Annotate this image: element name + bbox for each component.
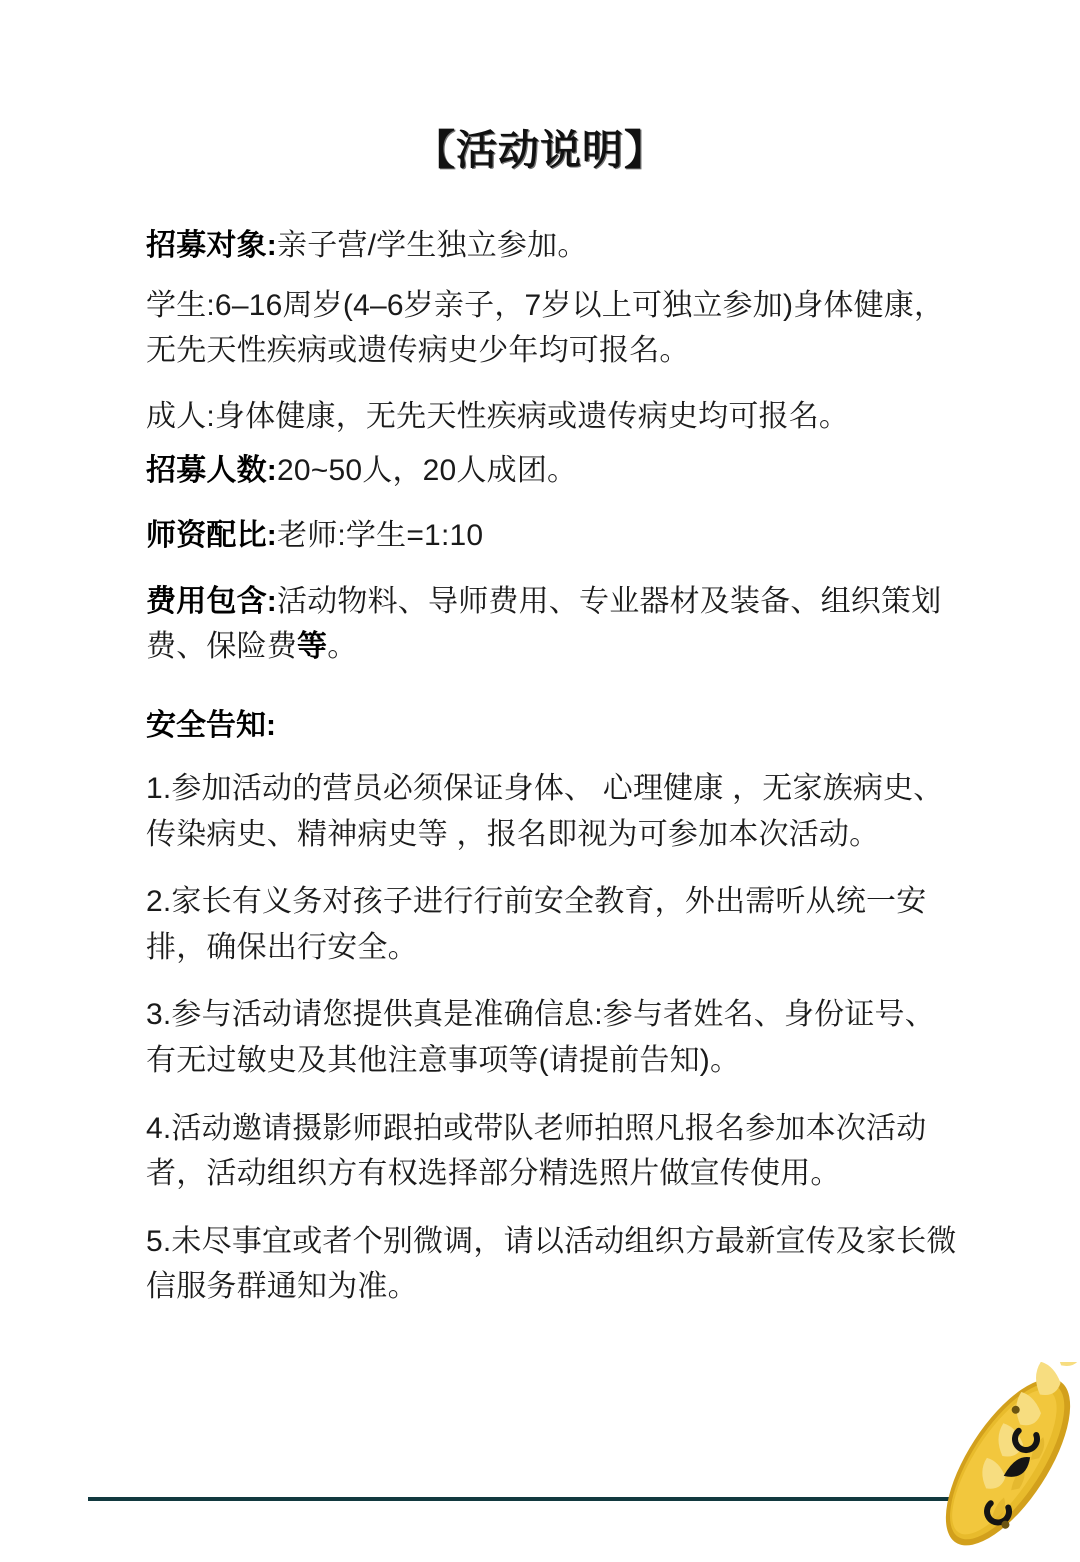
value-teacher-ratio: 老师:学生=1:10 — [277, 519, 484, 553]
paragraph-teacher-ratio — [146, 513, 960, 559]
label-recruit-count: 招募人数: — [146, 453, 277, 487]
value-fee-includes: 活动物料、导师费用、专业器材及装备、组织策划费、保险费 — [146, 584, 942, 664]
label-recruit-target: 招募对象: — [146, 229, 277, 263]
label-fee-includes: 费用包含: — [146, 584, 277, 618]
safety-item-4: 4.活动邀请摄影师跟拍或带队老师拍照凡报名参加本次活动者，活动组织方有权选择部分精选照片做宣传使用。 — [146, 1111, 927, 1191]
bread-mascot-icon — [928, 1362, 1080, 1562]
paragraph-recruit-target — [146, 223, 960, 269]
safety-item-5: 5.未尽事宜或者个别微调，请以活动组织方最新宣传及家长微信服务群通知为准。 — [146, 1224, 957, 1304]
value-recruit-count: 20~50人，20人成团。 — [277, 453, 578, 487]
paragraph-adult-requirement: 成人:身体健康，无先天性疾病或遗传病史均可报名。 — [146, 399, 850, 433]
paragraph-fee-includes — [146, 579, 960, 670]
value-fee-includes-etc: 等 — [297, 630, 328, 664]
safety-item-2: 2.家长有义务对孩子进行行前安全教育，外出需听从统一安排，确保出行安全。 — [146, 885, 927, 964]
paragraph-student-requirement: 学生:6–16周岁(4–6岁亲子，7岁以上可独立参加)身体健康，无先天性疾病或遗传病史少年均可报名。 — [146, 288, 945, 368]
page-title: 【活动说明】 — [414, 127, 666, 173]
safety-item-3: 3.参与活动请您提供真是准确信息:参与者姓名、身份证号、有无过敏史及其他注意事项等(请提前告知)。 — [146, 998, 935, 1077]
paragraph-recruit-count — [146, 448, 960, 494]
page-title-container — [0, 0, 1080, 175]
value-recruit-target: 亲子营/学生独立参加。 — [277, 229, 588, 263]
document-body — [0, 223, 1080, 1310]
safety-item-1: 1.参加活动的营员必须保证身体、 心理健康 ，无家族病史、传染病史、精神病史等 ，报名即视为可参加本次活动。 — [146, 771, 944, 851]
heading-safety-notice: 安全告知: — [146, 708, 276, 742]
bottom-divider — [88, 1497, 960, 1501]
value-fee-includes-period: 。 — [327, 630, 358, 664]
label-teacher-ratio: 师资配比: — [146, 519, 277, 553]
